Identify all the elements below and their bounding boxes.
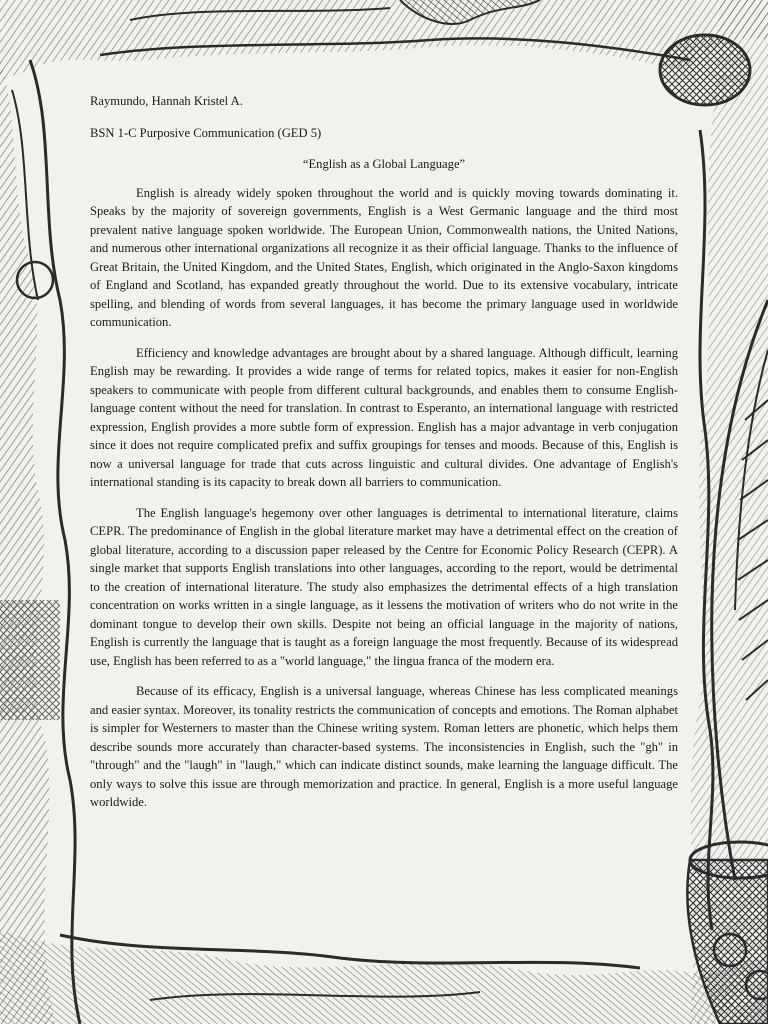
paragraph-3: The English language's hegemony over other languages is detrimental to international literature, claims CEPR. The predominance of English in the global literature market may have a detrimental effect on the creation of global literature, according to a discussion paper released by the Centre for Economic Policy Research (CEPR). A single market that supports English translations into other languages, according to the report, would be detrimental to the creation of international literature. The study also emphasizes the detrimental effects of a high translation concentration on works written in a single language, as it lessens the motivation of writers who do not write in the dominant tongue to develop their own skills. Despite not being an official language in the majority of nations, English is currently the language that is taught as a foreign language the most frequently. Because of its widespread use, English has been referred to as a "world language," the lingua franca of the modern era. xyxy=(90,505,678,668)
paragraph-1: English is already widely spoken throughout the world and is quickly moving towards dominating it. Speaks by the majority of sovereign governments, English is a West Germanic language and the third most prevalent native language spoken worldwide. The European Union, Commonwealth nations, the United Nations, and numerous other international organizations all recognize it as their official language. Thanks to the influence of Great Britain, the United Kingdom, and the United States, English, which originated in the Anglo-Saxon kingdoms of England and Scotland, has expanded greatly throughout the world. Due to its extensive vocabulary, intricate spelling, and blending of words from several languages, it has become the primary language used in worldwide communication. xyxy=(90,185,678,329)
paragraph-2: Efficiency and knowledge advantages are brought about by a shared language. Although difficult, learning English may be rewarding. It provides a wide range of terms for related topics, makes it easier for non-English speakers to communicate with people from different cultural backgrounds, and enables them to consume English-language content without the need for translation. In contrast to Esperanto, an international language with restricted expression, English provides a more subtle form of expression. English has a major advantage in verb conjugation since it does not require complicated prefix and suffix groupings for tenses and moods. Because of this, English is now a universal language for trade that cuts across linguistic and cultural divides. One advantage of English's international standing is its capacity to break down all barriers to communication. xyxy=(90,345,678,489)
author-line: Raymundo, Hannah Kristel A. xyxy=(90,94,243,108)
course-line: BSN 1-C Purposive Communication (GED 5) xyxy=(90,125,322,140)
essay-title: “English as a Global Language” xyxy=(302,157,466,171)
paragraph-4: Because of its efficacy, English is a universal language, whereas Chinese has less complicated meanings and easier syntax. Moreover, its tonality restricts the communication of concepts and emotions. The Roman alphabet is simpler for Westerners to master than the Chinese writing system. Roman letters are phonetic, which helps them describe sounds more accurately than character-based systems. The inconsistencies in English, such the "gh" in "through" and the "laugh" in "laugh," which can indicate distinct sounds, make learning the language difficult. The only ways to solve this issue are through memorization and practice. In general, English is a more useful language worldwide. xyxy=(90,684,678,809)
essay-page xyxy=(90,92,678,824)
